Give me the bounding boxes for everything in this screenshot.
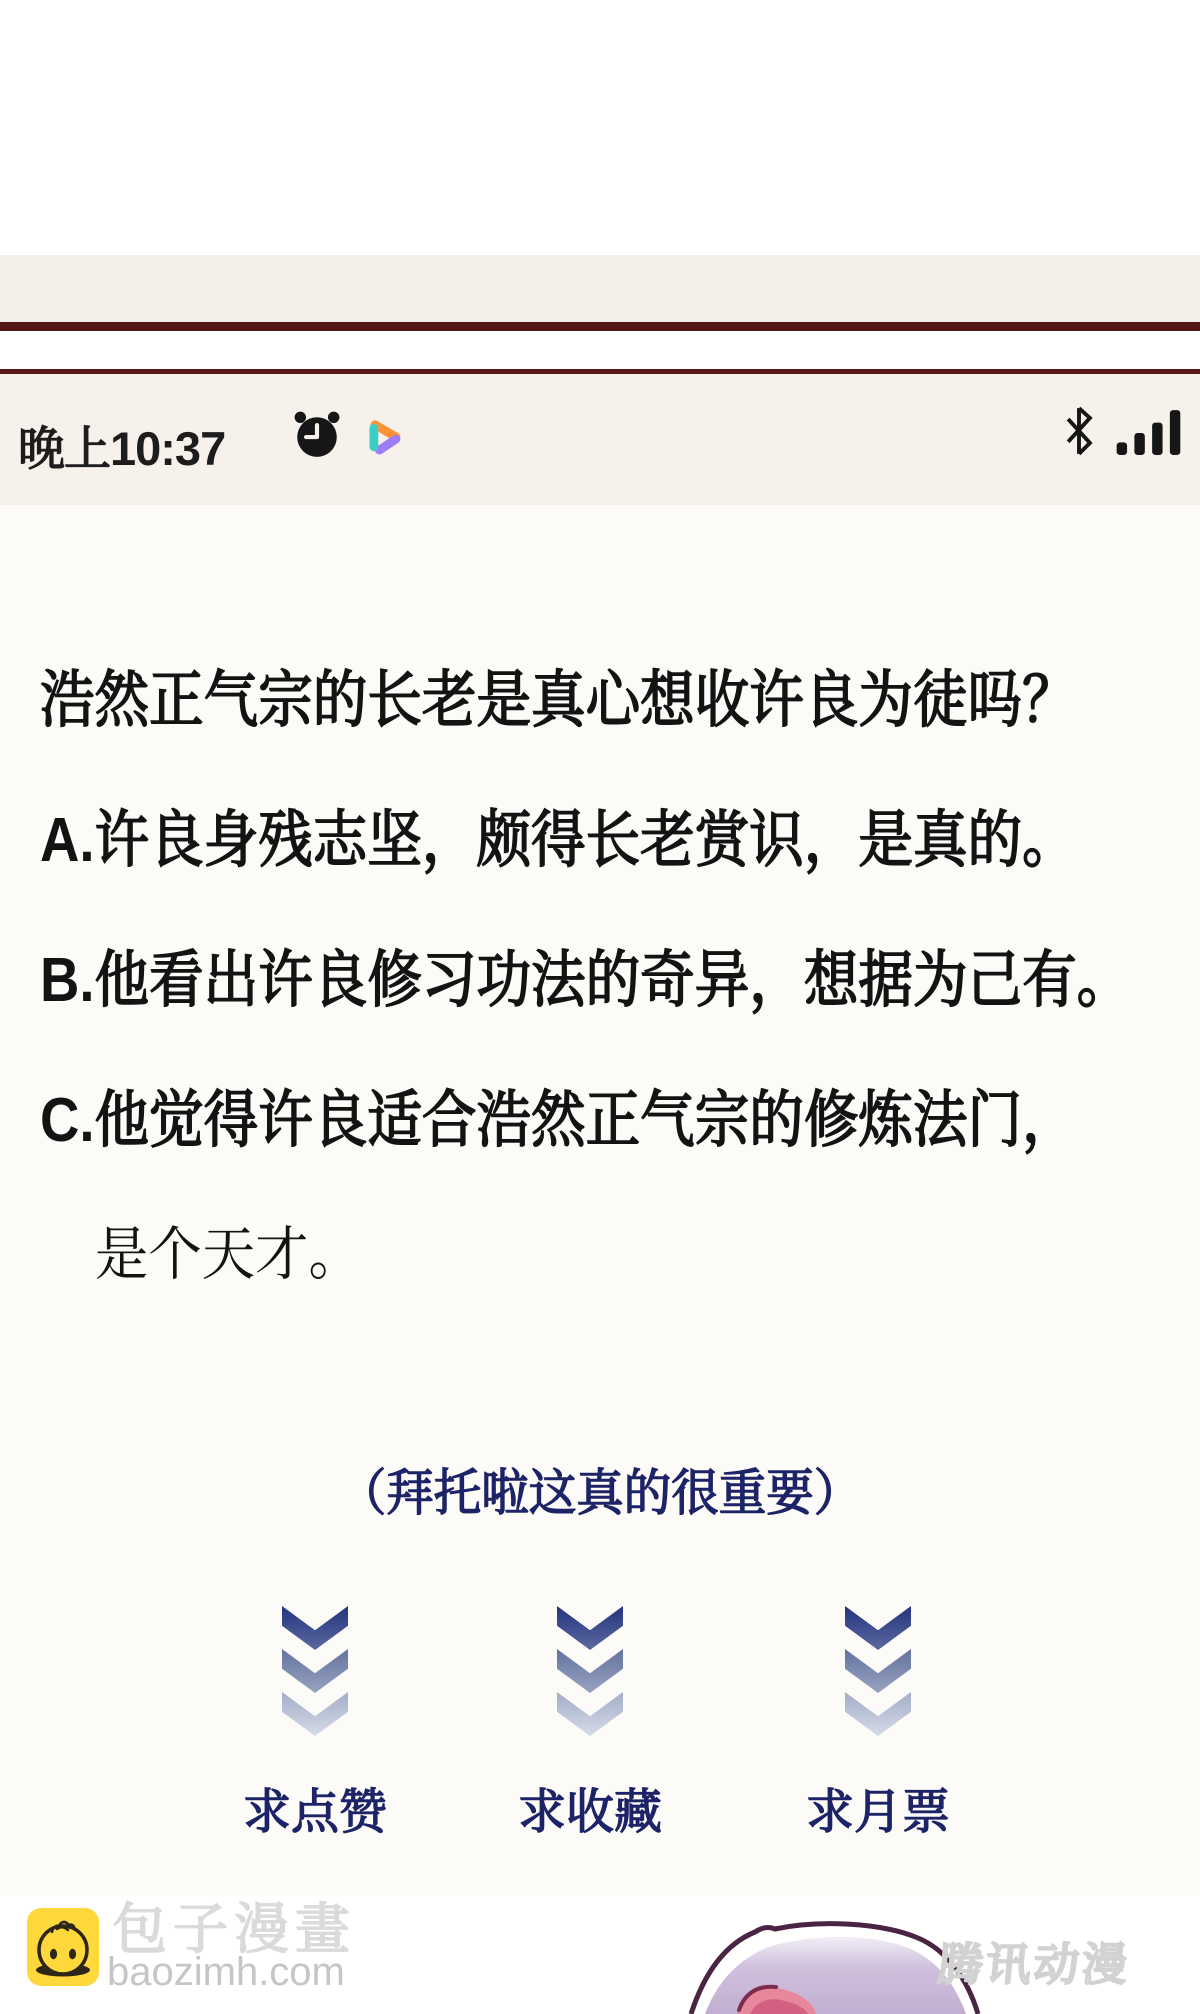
chevron-down-icon — [282, 1606, 348, 1650]
quiz-question: 浩然正气宗的长老是真心想收许良为徒吗？ — [40, 666, 1077, 735]
quiz-option-c: C.他觉得许良适合浩然正气宗的修炼法门， — [40, 1086, 1077, 1155]
chevron-down-icon — [557, 1649, 623, 1693]
divider-thick — [0, 322, 1200, 331]
chevron-down-icon — [282, 1692, 348, 1736]
cta-favorite-label: 求收藏 — [517, 1786, 662, 1839]
baozi-bun-logo-icon — [27, 1908, 99, 1991]
cta-monthly-ticket-label: 求月票 — [805, 1786, 950, 1839]
play-triangle-icon — [364, 416, 408, 465]
alarm-clock-icon — [292, 410, 342, 465]
cta-monthly-ticket — [768, 1606, 988, 1837]
bluetooth-icon — [1064, 406, 1094, 461]
baozi-watermark-title: 包子漫畫 — [112, 1898, 357, 1960]
plea-text: （拜托啦这真的很重要） — [338, 1465, 862, 1521]
quiz-option-b: B.他看出许良修习功法的奇异，想据为己有。 — [40, 946, 1132, 1015]
chevron-down-icon — [282, 1649, 348, 1693]
quiz-option-c-line2: 是个天才。 — [95, 1222, 362, 1287]
baozi-watermark-domain: baozimh.com — [107, 1950, 345, 1994]
top-band — [0, 255, 1200, 322]
tencent-comics-watermark: 腾讯动漫 — [935, 1939, 1133, 1990]
cta-like — [205, 1606, 425, 1837]
cta-favorite — [480, 1606, 700, 1837]
status-time: 晚上10:37 — [18, 422, 226, 475]
cta-like-label: 求点赞 — [242, 1786, 387, 1839]
signal-bars-4-icon — [1116, 408, 1182, 461]
chevron-down-icon — [845, 1692, 911, 1736]
quiz-option-a: A.许良身残志坚，颇得长老赏识，是真的。 — [40, 806, 1077, 875]
chevron-down-icon — [557, 1606, 623, 1650]
chevron-down-icon — [557, 1692, 623, 1736]
chevron-down-icon — [845, 1606, 911, 1650]
chevron-down-icon — [845, 1649, 911, 1693]
